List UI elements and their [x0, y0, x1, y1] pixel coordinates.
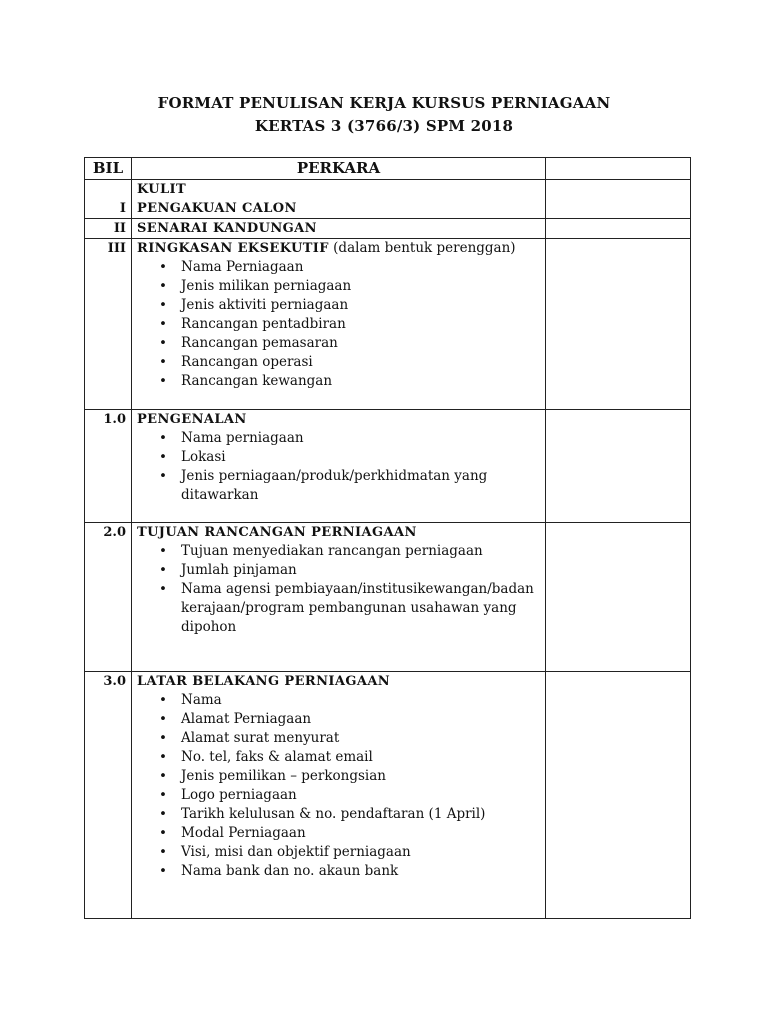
row-heading: KULIT PENGAKUAN CALON — [132, 180, 546, 219]
bullet-list — [137, 258, 545, 391]
bullet-list — [137, 429, 545, 505]
row-number: 3.0 — [85, 672, 132, 919]
row-heading: TUJUAN RANCANGAN PERNIAGAAN — [137, 525, 417, 540]
list-item: • Logo perniagaan — [181, 786, 545, 805]
notes-cell — [546, 410, 691, 523]
list-item: • Alamat surat menyurat — [181, 729, 545, 748]
table-row — [85, 410, 691, 523]
notes-cell — [546, 672, 691, 919]
row-content — [132, 239, 546, 410]
row-heading: RINGKASAN EKSEKUTIF (dalam bentuk perenggan) — [137, 240, 516, 256]
list-item: • Nama bank dan no. akaun bank — [181, 862, 545, 881]
list-item: • Tujuan menyediakan rancangan perniagaan — [181, 542, 545, 561]
list-item: • Rancangan pentadbiran — [181, 315, 545, 334]
list-item: • Jenis aktiviti perniagaan — [181, 296, 545, 315]
table-row — [85, 672, 691, 919]
list-item: • Nama perniagaan — [181, 429, 545, 448]
row-heading: SENARAI KANDUNGAN — [132, 219, 546, 239]
list-item: • Jenis perniagaan/produk/perkhidmatan yang ditawarkan — [181, 467, 545, 505]
row-content — [132, 523, 546, 672]
table-row — [85, 219, 691, 239]
row-heading: PENGENALAN — [137, 412, 247, 427]
table-row — [85, 180, 691, 219]
header-bil: BIL — [85, 158, 132, 180]
coursework-format-table — [84, 157, 691, 919]
row-number: 2.0 — [85, 523, 132, 672]
list-item: • Rancangan operasi — [181, 353, 545, 372]
notes-cell — [546, 239, 691, 410]
list-item: • Jumlah pinjaman — [181, 561, 545, 580]
header-perkara: PERKARA — [132, 158, 546, 180]
list-item: • Nama — [181, 691, 545, 710]
list-item: • Rancangan pemasaran — [181, 334, 545, 353]
list-item: • Rancangan kewangan — [181, 372, 545, 391]
list-item: • Nama Perniagaan — [181, 258, 545, 277]
bullet-list — [137, 691, 545, 881]
row-content — [132, 410, 546, 523]
notes-cell — [546, 523, 691, 672]
list-item: • Modal Perniagaan — [181, 824, 545, 843]
list-item: • Lokasi — [181, 448, 545, 467]
row-number: III — [85, 239, 132, 410]
bullet-list — [137, 542, 545, 637]
notes-cell — [546, 219, 691, 239]
list-item: • Jenis pemilikan – perkongsian — [181, 767, 545, 786]
notes-cell — [546, 180, 691, 219]
list-item: • Visi, misi dan objektif perniagaan — [181, 843, 545, 862]
table-row — [85, 239, 691, 410]
row-content — [132, 672, 546, 919]
row-number: I — [85, 180, 132, 219]
document-title-line-2: KERTAS 3 (3766/3) SPM 2018 — [254, 117, 514, 135]
row-number: 1.0 — [85, 410, 132, 523]
list-item: • No. tel, faks & alamat email — [181, 748, 545, 767]
list-item: • Tarikh kelulusan & no. pendaftaran (1 April) — [181, 805, 545, 824]
list-item: • Nama agensi pembiayaan/institusikewangan/badan kerajaan/program pembangunan usahawan yang dipohon — [181, 580, 545, 637]
heading-note: (dalam bentuk perenggan) — [328, 240, 516, 256]
list-item: • Jenis milikan perniagaan — [181, 277, 545, 296]
header-empty — [546, 158, 691, 180]
document-title-line-1: FORMAT PENULISAN KERJA KURSUS PERNIAGAAN — [157, 94, 611, 112]
row-heading: LATAR BELAKANG PERNIAGAAN — [137, 674, 391, 689]
table-header-row — [85, 158, 691, 180]
table-row — [85, 523, 691, 672]
list-item: • Alamat Perniagaan — [181, 710, 545, 729]
row-number: II — [85, 219, 132, 239]
